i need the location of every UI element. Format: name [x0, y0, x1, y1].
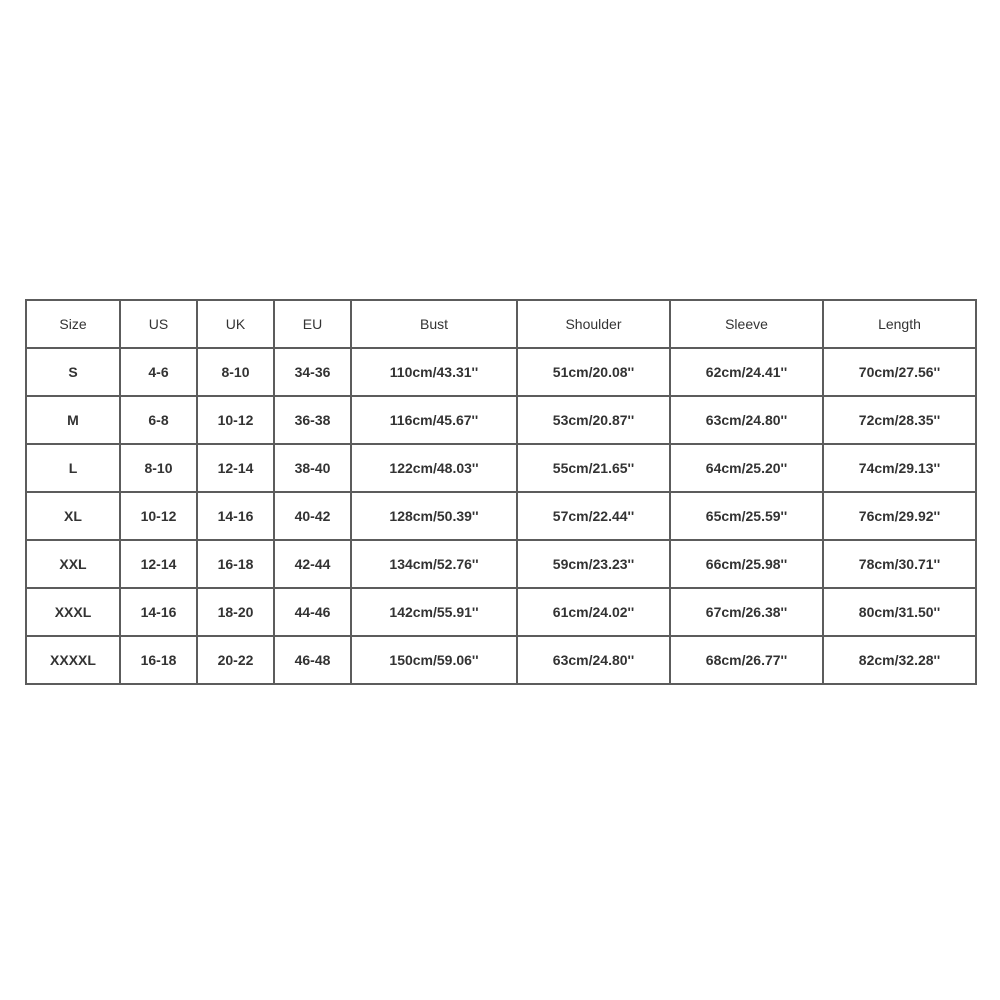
table-row: [26, 492, 976, 540]
cell-size: XL: [26, 492, 120, 540]
table-row: [26, 444, 976, 492]
cell-bust: 110cm/43.31'': [351, 348, 517, 396]
header-eu: EU: [274, 300, 351, 348]
cell-size: L: [26, 444, 120, 492]
cell-length: 76cm/29.92'': [823, 492, 976, 540]
cell-sleeve: 63cm/24.80'': [670, 396, 823, 444]
cell-shoulder: 51cm/20.08'': [517, 348, 670, 396]
cell-sleeve: 68cm/26.77'': [670, 636, 823, 684]
table-row: [26, 540, 976, 588]
cell-size: XXXXL: [26, 636, 120, 684]
table-row: [26, 396, 976, 444]
cell-us: 6-8: [120, 396, 197, 444]
cell-sleeve: 65cm/25.59'': [670, 492, 823, 540]
cell-eu: 34-36: [274, 348, 351, 396]
cell-uk: 20-22: [197, 636, 274, 684]
cell-length: 70cm/27.56'': [823, 348, 976, 396]
cell-length: 78cm/30.71'': [823, 540, 976, 588]
cell-uk: 18-20: [197, 588, 274, 636]
cell-bust: 134cm/52.76'': [351, 540, 517, 588]
cell-size: XXL: [26, 540, 120, 588]
table-row: [26, 588, 976, 636]
cell-us: 8-10: [120, 444, 197, 492]
cell-us: 14-16: [120, 588, 197, 636]
cell-uk: 12-14: [197, 444, 274, 492]
cell-sleeve: 64cm/25.20'': [670, 444, 823, 492]
cell-uk: 14-16: [197, 492, 274, 540]
size-chart-table: [25, 299, 977, 685]
cell-uk: 16-18: [197, 540, 274, 588]
header-us: US: [120, 300, 197, 348]
cell-shoulder: 57cm/22.44'': [517, 492, 670, 540]
cell-size: XXXL: [26, 588, 120, 636]
cell-eu: 46-48: [274, 636, 351, 684]
cell-eu: 36-38: [274, 396, 351, 444]
cell-length: 80cm/31.50'': [823, 588, 976, 636]
cell-bust: 122cm/48.03'': [351, 444, 517, 492]
cell-shoulder: 53cm/20.87'': [517, 396, 670, 444]
header-uk: UK: [197, 300, 274, 348]
cell-shoulder: 59cm/23.23'': [517, 540, 670, 588]
table-row: [26, 348, 976, 396]
cell-sleeve: 62cm/24.41'': [670, 348, 823, 396]
table-header-row: [26, 300, 976, 348]
cell-length: 82cm/32.28'': [823, 636, 976, 684]
cell-bust: 128cm/50.39'': [351, 492, 517, 540]
cell-uk: 10-12: [197, 396, 274, 444]
cell-bust: 150cm/59.06'': [351, 636, 517, 684]
header-size: Size: [26, 300, 120, 348]
header-sleeve: Sleeve: [670, 300, 823, 348]
cell-eu: 42-44: [274, 540, 351, 588]
cell-us: 12-14: [120, 540, 197, 588]
cell-eu: 44-46: [274, 588, 351, 636]
cell-sleeve: 67cm/26.38'': [670, 588, 823, 636]
cell-uk: 8-10: [197, 348, 274, 396]
header-length: Length: [823, 300, 976, 348]
cell-shoulder: 63cm/24.80'': [517, 636, 670, 684]
cell-bust: 116cm/45.67'': [351, 396, 517, 444]
cell-us: 4-6: [120, 348, 197, 396]
header-shoulder: Shoulder: [517, 300, 670, 348]
cell-sleeve: 66cm/25.98'': [670, 540, 823, 588]
cell-bust: 142cm/55.91'': [351, 588, 517, 636]
cell-us: 10-12: [120, 492, 197, 540]
table-row: [26, 636, 976, 684]
header-bust: Bust: [351, 300, 517, 348]
cell-us: 16-18: [120, 636, 197, 684]
cell-length: 72cm/28.35'': [823, 396, 976, 444]
cell-length: 74cm/29.13'': [823, 444, 976, 492]
cell-size: M: [26, 396, 120, 444]
cell-shoulder: 55cm/21.65'': [517, 444, 670, 492]
cell-shoulder: 61cm/24.02'': [517, 588, 670, 636]
cell-eu: 40-42: [274, 492, 351, 540]
cell-size: S: [26, 348, 120, 396]
cell-eu: 38-40: [274, 444, 351, 492]
